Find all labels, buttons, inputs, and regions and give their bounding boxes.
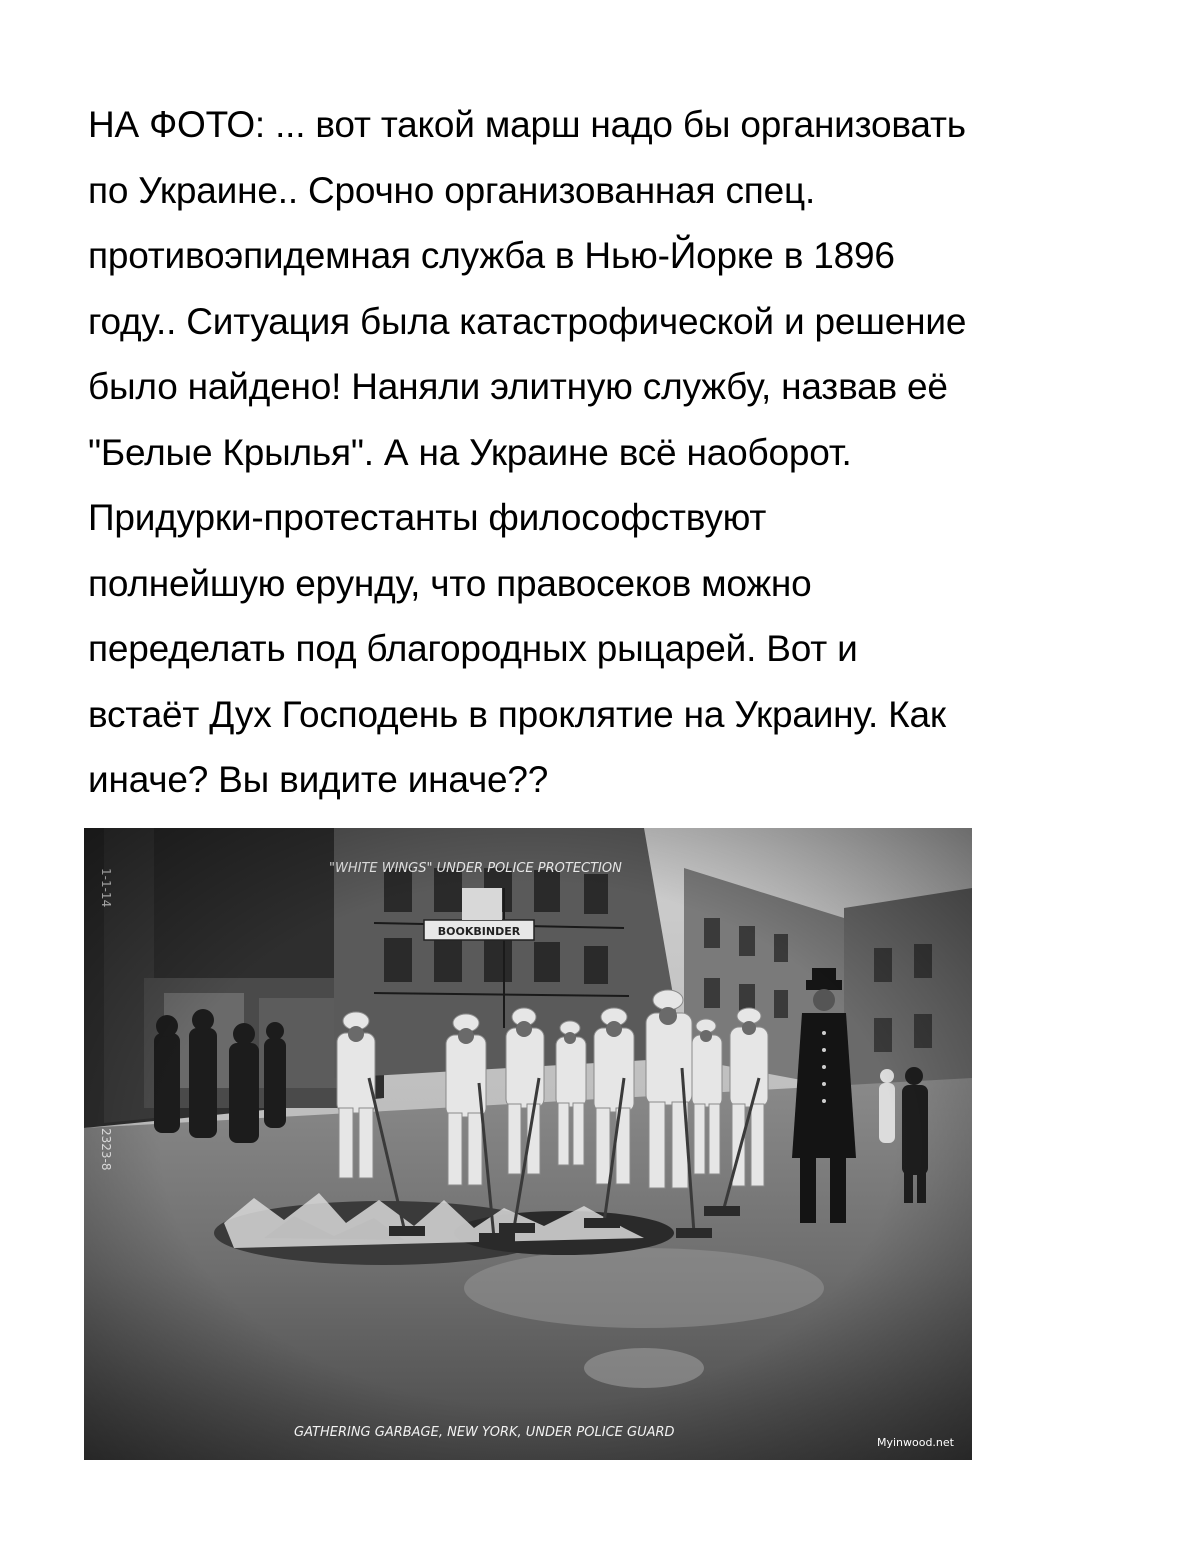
photo-illustration	[84, 828, 972, 1460]
text-line: НА ФОТО: ... вот такой марш надо бы организовать	[88, 104, 966, 145]
text-line: встаёт Дух Господень в проклятие на Украину. Как	[88, 693, 946, 735]
text-line: переделать под благородных рыцарей. Вот и	[88, 628, 858, 669]
text-line: было найдено! Наняли элитную службу, назвав её	[88, 366, 948, 407]
text-line: полнейшую ерунду, что правосеков можно	[88, 562, 812, 604]
text-line: Придурки-протестанты философствуют	[88, 497, 767, 538]
watermark: Myinwood.net	[876, 1436, 954, 1449]
text-line: противоэпидемная служба в Нью-Йорке в 1896	[88, 235, 895, 276]
bottom-caption: GATHERING GARBAGE, NEW YORK, UNDER POLICE GUARD	[294, 1425, 675, 1440]
text-line: по Украине.. Срочно организованная спец.	[88, 169, 816, 211]
text-line: году.. Ситуация была катастрофической и решение	[88, 300, 967, 342]
historical-photo	[84, 828, 972, 1460]
body-text	[88, 92, 1138, 813]
text-line: иначе? Вы видите иначе??	[88, 759, 549, 800]
text-line: "Белые Крылья". А на Украине всё наоборот.	[88, 431, 852, 473]
